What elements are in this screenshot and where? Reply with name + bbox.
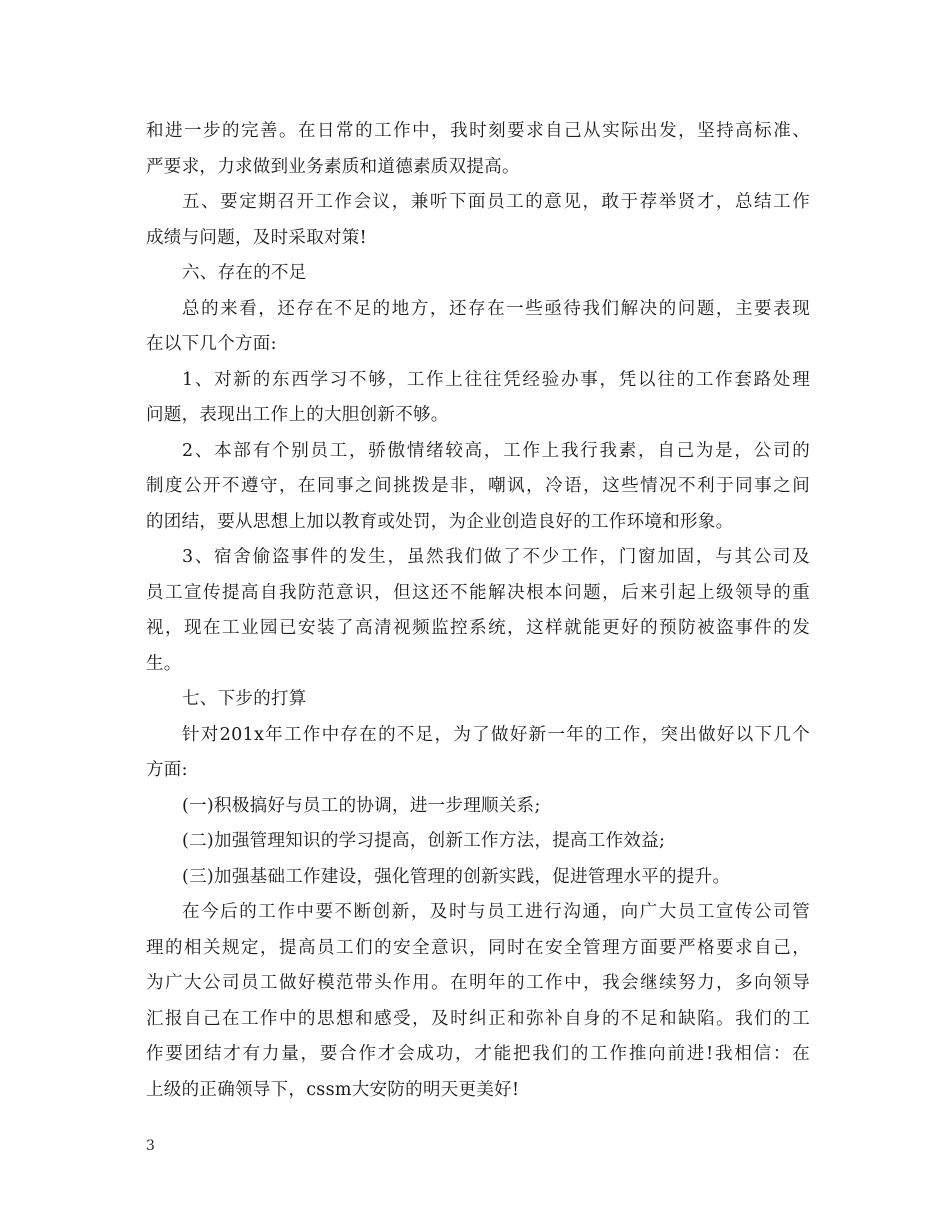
text-line: (三)加强基础工作建设，强化管理的创新实践，促进管理水平的提升。 — [182, 866, 731, 887]
text-line: 2、本部有个别员工，骄傲情绪较高，工作上我行我素，自己为是，公司的 — [182, 440, 810, 461]
page-number: 3 — [146, 1138, 155, 1154]
text-line: 视，现在工业园已安装了高清视频监控系统，这样就能更好的预防被盗事件的发 — [146, 618, 810, 638]
text-line: 为广大公司员工做好模范带头作用。在明年的工作中，我会继续努力，多向领导 — [146, 973, 810, 993]
text-line: 问题，表现出工作上的大胆创新不够。 — [146, 405, 449, 425]
text-line: 在以下几个方面: — [146, 334, 277, 354]
text-line: 和进一步的完善。在日常的工作中，我时刻要求自己从实际出发，坚持高标准、 — [146, 121, 810, 141]
text-line: 针对201x年工作中存在的不足，为了做好新一年的工作，突出做好以下几个 — [182, 724, 810, 745]
text-line: 汇报自己在工作中的思想和感受，及时纠正和弥补自身的不足和缺陷。我们的工 — [146, 1008, 810, 1029]
text-line: 上级的正确领导下，cssm大安防的明天更美好! — [146, 1079, 520, 1100]
text-line: 的团结，要从思想上加以教育或处罚，为企业创造良好的工作环境和形象。 — [146, 511, 734, 532]
text-line: 五、要定期召开工作会议，兼听下面员工的意见，敢于荐举贤才，总结工作 — [182, 192, 810, 212]
text-line: 方面: — [146, 760, 188, 780]
text-line: 3、宿舍偷盗事件的发生，虽然我们做了不少工作，门窗加固，与其公司及 — [182, 547, 810, 567]
text-line: 成绩与问题，及时采取对策! — [146, 227, 367, 248]
text-line: (一)积极搞好与员工的协调，进一步理顺关系; — [182, 795, 541, 816]
text-line: 在今后的工作中要不断创新，及时与员工进行沟通，向广大员工宣传公司管 — [182, 902, 810, 922]
text-line: 六、存在的不足 — [182, 263, 307, 283]
text-line: 员工宣传提高自我防范意识，但这还不能解决根本问题，后来引起上级领导的重 — [146, 582, 810, 603]
text-line: (二)加强管理知识的学习提高，创新工作方法，提高工作效益; — [182, 831, 666, 851]
text-line: 作要团结才有力量，要合作才会成功，才能把我们的工作推向前进!我相信：在 — [146, 1044, 810, 1064]
document-body — [146, 114, 810, 1108]
text-line: 七、下步的打算 — [182, 689, 307, 709]
text-line: 1、对新的东西学习不够，工作上往往凭经验办事，凭以往的工作套路处理 — [182, 369, 810, 390]
text-line: 生。 — [146, 653, 182, 674]
text-line: 严要求，力求做到业务素质和道德素质双提高。 — [146, 156, 520, 177]
text-line: 理的相关规定，提高员工们的安全意识，同时在安全管理方面要严格要求自己， — [146, 937, 810, 958]
text-line: 总的来看，还存在不足的地方，还存在一些亟待我们解决的问题，主要表现 — [182, 298, 810, 319]
text-line: 制度公开不遵守，在同事之间挑拨是非，嘲讽，冷语，这些情况不利于同事之间 — [146, 476, 810, 496]
